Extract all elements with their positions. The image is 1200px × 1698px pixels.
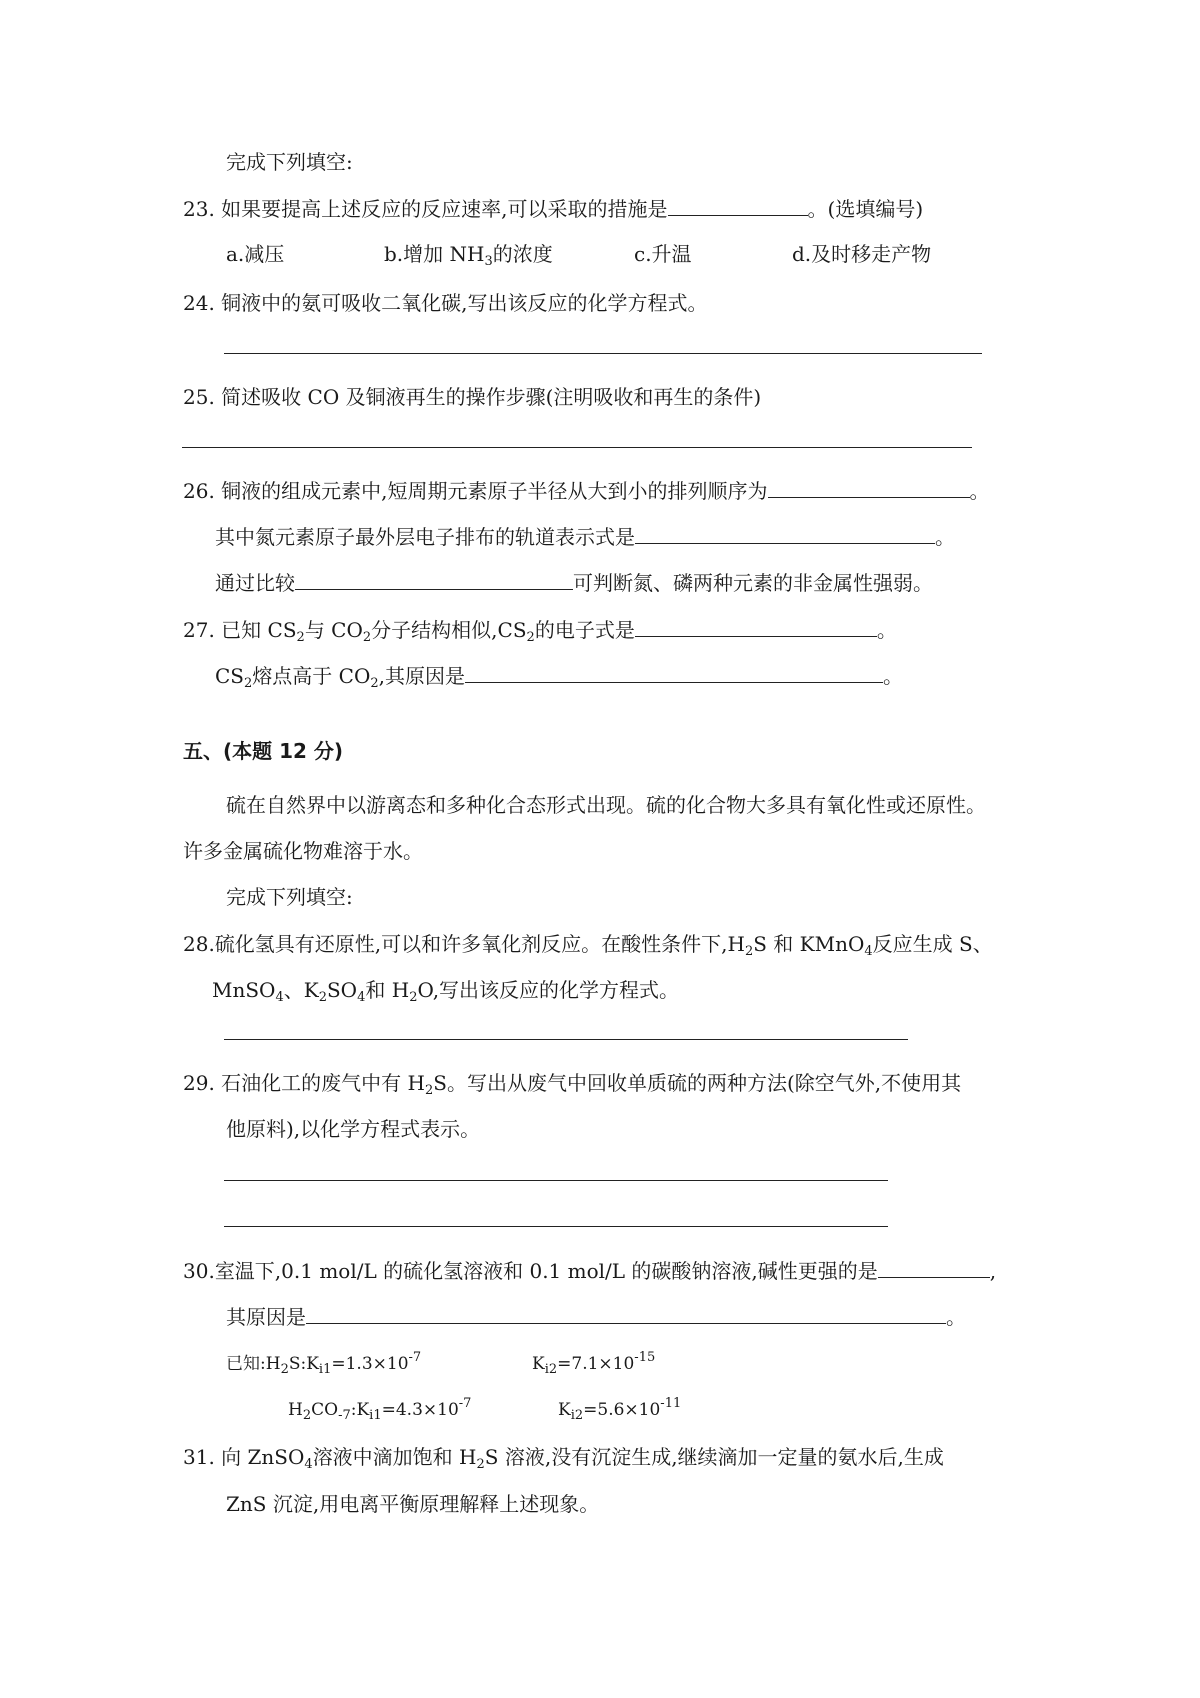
question-text: 其中氮元素原子最外层电子排布的轨道表示式是	[215, 525, 635, 549]
q23-option-c: c.升温	[634, 242, 692, 266]
question-31-line-1: 31. 向 ZnSO$_4$溶液中滴加饱和 $H_2S$ 溶液,没有沉淀生成,继续滴加一定量的氨水后,生成	[183, 1445, 944, 1472]
ionization-constant-h2co3-2: $K_{i2}=5.6\times 10^{-11}$	[558, 1396, 682, 1423]
question-number: 29.	[183, 1071, 215, 1095]
question-28-line-1: 28.硫化氢具有还原性,可以和许多氧化剂反应。在酸性条件下$,H_2S$ 和 KMnO$_4$反应生成 S、	[183, 932, 993, 959]
question-30-line-1: 30.室温下,0.1 mol/L 的硫化氢溶液和 0.1 mol/L 的碳酸钠溶液,碱性更强的是 ,	[183, 1259, 997, 1283]
answer-blank[interactable]	[668, 195, 808, 216]
question-29-line-1: 29. 石油化工的废气中有 $H_2S$。写出从废气中回收单质硫的两种方法(除空气外,不使用其	[183, 1071, 962, 1098]
answer-line[interactable]	[224, 1039, 908, 1040]
question-text: 铜液中的氨可吸收二氧化碳,写出该反应的化学方程式。	[221, 291, 708, 315]
question-23	[183, 195, 923, 222]
question-text: 通过比较	[215, 571, 295, 595]
question-number: 26.	[183, 479, 215, 503]
ionization-constant-h2s-1: 已知$:H_2S:K_{i1}=1.3\times 10^{-7}$	[226, 1350, 422, 1377]
question-29-line-2: 他原料),以化学方程式表示。	[226, 1117, 481, 1141]
instruction-text: 完成下列填空:	[226, 885, 353, 909]
section-paragraph-line-2: 许多金属硫化物难溶于水。	[183, 839, 423, 863]
section-heading: 五、(本题 12 分)	[183, 739, 344, 763]
question-number: 30.	[183, 1259, 215, 1283]
question-26-line-2	[215, 523, 955, 550]
question-number: 28.	[183, 932, 215, 956]
answer-line[interactable]	[224, 1180, 888, 1181]
answer-blank[interactable]	[306, 1303, 946, 1324]
answer-line[interactable]	[224, 353, 982, 354]
question-text: 如果要提高上述反应的反应速率,可以采取的措施是	[221, 197, 668, 221]
answer-blank[interactable]	[465, 662, 883, 683]
punct: 。	[935, 525, 955, 549]
question-text: 已知 CS	[221, 618, 297, 642]
instruction-text: 完成下列填空:	[226, 150, 353, 174]
question-text: 简述吸收 CO 及铜液再生的操作步骤(注明吸收和再生的条件)	[221, 385, 762, 409]
q23-option-b: b.增加 $NH_3$的浓度	[384, 242, 553, 269]
question-27-line-1: 27. 已知 $CS_2$与 $CO_2$分子结构相似$,CS_2$的电子式是 。	[183, 618, 897, 645]
question-tail: 。(选填编号)	[807, 197, 924, 221]
q23-option-a: a.减压	[226, 242, 285, 266]
answer-blank[interactable]	[295, 569, 573, 590]
q23-option-d: d.及时移走产物	[792, 242, 932, 266]
ionization-constant-h2co3-1: $H_2CO_{-7}:K_{i1}=4.3\times 10^{-7}$	[288, 1396, 472, 1423]
question-25	[183, 384, 761, 410]
question-number: 25.	[183, 385, 215, 409]
answer-blank[interactable]	[768, 477, 970, 498]
section-paragraph-line-1: 硫在自然界中以游离态和多种化合态形式出现。硫的化合物大多具有氧化性或还原性。	[226, 793, 986, 817]
ionization-constant-h2s-2: $K_{i2}=7.1\times 10^{-15}$	[532, 1350, 656, 1377]
question-number: 27.	[183, 618, 215, 642]
question-26-line-3	[215, 569, 933, 596]
question-26-line-1	[183, 477, 990, 504]
answer-line[interactable]	[224, 1226, 888, 1227]
question-24	[183, 290, 708, 316]
answer-blank[interactable]	[635, 616, 877, 637]
question-text: 可判断氮、磷两种元素的非金属性强弱。	[573, 571, 933, 595]
question-text: 铜液的组成元素中,短周期元素原子半径从大到小的排列顺序为	[221, 479, 768, 503]
answer-line[interactable]	[182, 447, 972, 448]
question-number: 23.	[183, 197, 215, 221]
answer-blank[interactable]	[635, 523, 935, 544]
question-number: 31.	[183, 1445, 215, 1469]
answer-blank[interactable]	[878, 1257, 990, 1278]
question-28-line-2: MnSO$_4$、$K_2SO_4$和 $H_2O$,写出该反应的化学方程式。	[212, 978, 680, 1005]
question-number: 24.	[183, 291, 215, 315]
punct: 。	[969, 479, 990, 503]
question-31-line-2: ZnS 沉淀,用电离平衡原理解释上述现象。	[226, 1492, 600, 1516]
question-30-line-2: 其原因是 。	[226, 1305, 966, 1329]
question-27-line-2: $CS_2$熔点高于 $CO_2$,其原因是 。	[215, 664, 903, 691]
